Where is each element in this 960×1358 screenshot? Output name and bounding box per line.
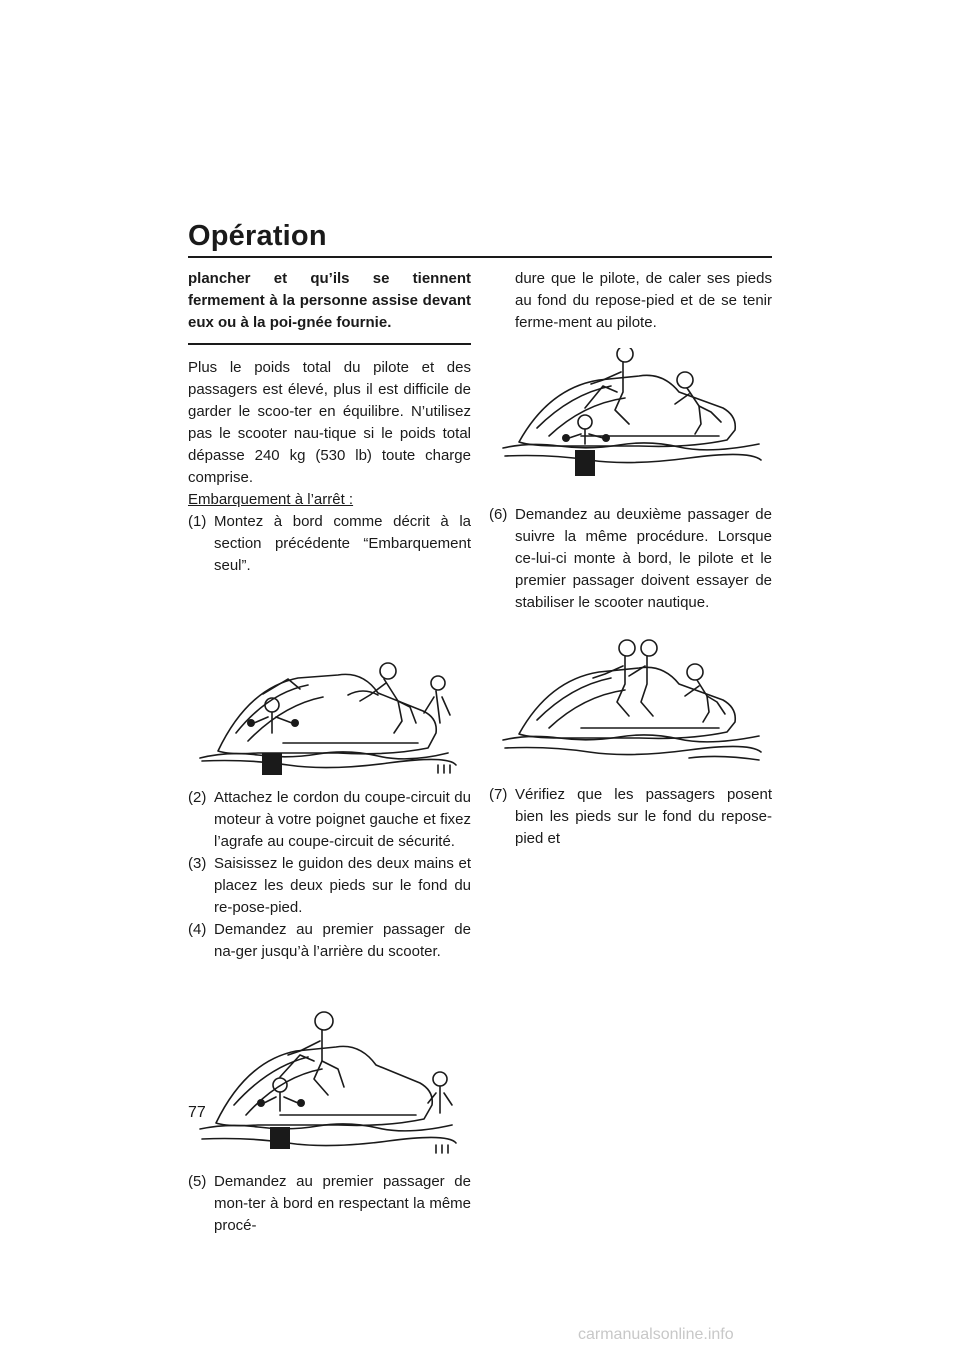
- step-7: [489, 784, 772, 850]
- page-number: 77: [188, 1104, 206, 1121]
- step-text: Demandez au premier passager de mon-ter à bord en respectant la même procé-: [214, 1173, 471, 1234]
- step-text: Saisissez le guidon des deux mains et placez les deux pieds sur le fond du re-pose-pied.: [214, 855, 471, 916]
- step-2: [188, 787, 471, 853]
- illustration-passenger-swimming: [188, 977, 471, 1163]
- step-number: (3): [188, 855, 207, 872]
- step-number: (5): [188, 1173, 207, 1190]
- illustration-pilot-boarding: [188, 583, 471, 781]
- warning-divider: [188, 343, 471, 345]
- step-text: Demandez au premier passager de na-ger jusqu’à l’arrière du scooter.: [214, 921, 471, 960]
- step-6: [489, 504, 772, 614]
- title-divider: [188, 256, 772, 258]
- step-4: [188, 919, 471, 963]
- step-number: (7): [489, 786, 508, 803]
- step-text: Demandez au deuxième passager de suivre la même procédure. Lorsque ce-lui-ci monte à bord, le pilote et le premier passager doivent essayer de stabiliser le scooter nautique.: [515, 506, 772, 611]
- step-number: (6): [489, 506, 508, 523]
- weight-paragraph: Plus le poids total du pilote et des passagers est élevé, plus il est difficile de garder le scoo-ter en équilibre. N’utilisez pas le scooter nau-tique si le poids total dépasse 240 kg (530 lb) toute charge comprise.: [188, 359, 471, 486]
- step-5-continued: dure que le pilote, de caler ses pieds au fond du repose-pied et de se tenir ferme-ment au pilote.: [515, 270, 772, 331]
- step-text: Montez à bord comme décrit à la section précédente “Embarquement seul”.: [214, 513, 471, 574]
- subheading-boarding-stopped: Embarquement à l’arrêt :: [188, 491, 354, 508]
- step-number: (1): [188, 513, 207, 530]
- step-text: Vérifiez que les passagers posent bien les pieds sur le fond du repose-pied et: [515, 786, 772, 847]
- page-title: Opération: [188, 220, 327, 252]
- left-column: [188, 268, 471, 1237]
- step-1: [188, 511, 471, 577]
- warning-text-end: plancher et qu’ils se tiennent fermement à la personne assise devant eux ou à la poi-gnée fournie.: [188, 270, 471, 331]
- illustration-first-passenger-boarding: [489, 348, 772, 498]
- illustration-second-passenger-boarding: [489, 636, 772, 774]
- right-column: [489, 268, 772, 850]
- step-number: (4): [188, 921, 207, 938]
- step-5: [188, 1171, 471, 1237]
- step-3: [188, 853, 471, 919]
- step-number: (2): [188, 789, 207, 806]
- step-text: Attachez le cordon du coupe-circuit du moteur à votre poignet gauche et fixez l’agrafe au coupe-circuit de sécurité.: [214, 789, 471, 850]
- footer-watermark-link[interactable]: carmanualsonline.info: [578, 1326, 734, 1343]
